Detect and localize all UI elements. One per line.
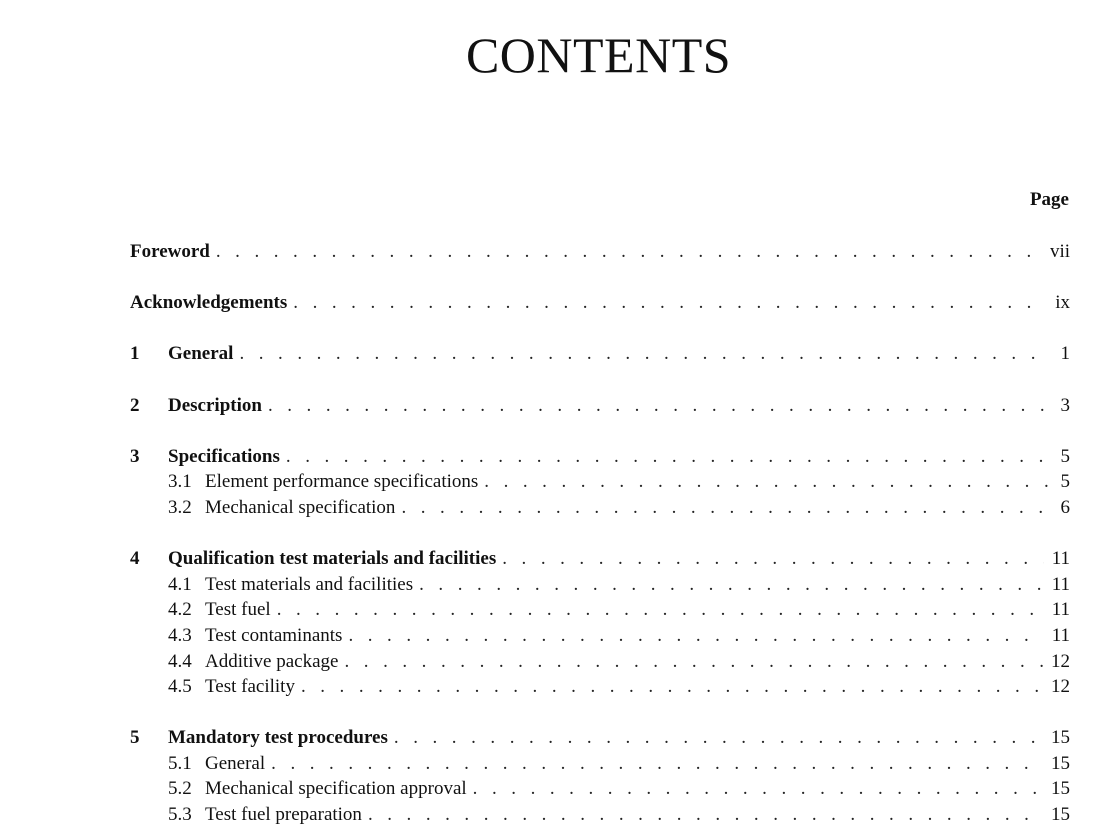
- toc-entry-number: 4.5: [168, 676, 192, 698]
- dot-leader: [394, 725, 1043, 751]
- toc-entry-page: 5: [1060, 471, 1070, 493]
- toc-entry-number: 5.2: [168, 778, 192, 800]
- toc-entry-number: 2: [130, 394, 140, 416]
- toc-entry-label: Acknowledgements: [130, 292, 288, 314]
- toc-entry-page: 11: [1051, 599, 1070, 621]
- toc-entry[interactable]: [130, 393, 1070, 419]
- dot-leader: [473, 776, 1043, 802]
- dot-leader: [301, 674, 1043, 700]
- toc-entry[interactable]: [130, 239, 1070, 265]
- dot-leader: [293, 290, 1047, 316]
- toc-subentry[interactable]: [130, 495, 1070, 521]
- toc-entry-label: Qualification test materials and facilities: [168, 548, 497, 570]
- toc-entry-page: 11: [1051, 624, 1070, 646]
- toc-entry-page: 15: [1051, 804, 1070, 826]
- toc-entry[interactable]: [130, 546, 1070, 572]
- toc-entry-number: 4.4: [168, 650, 192, 672]
- toc-entry-number: 5.1: [168, 752, 192, 774]
- toc-subentry[interactable]: [130, 572, 1070, 598]
- toc-subentry[interactable]: [130, 776, 1070, 802]
- toc-entry-page: 12: [1051, 650, 1070, 672]
- toc-subentry[interactable]: [130, 597, 1070, 623]
- dot-leader: [419, 572, 1044, 598]
- toc-entry-label: Mandatory test procedures: [168, 727, 388, 749]
- toc-entry-label: Test contaminants: [205, 624, 343, 646]
- toc-entry-page: 15: [1051, 778, 1070, 800]
- toc-entry-number: 4.1: [168, 573, 192, 595]
- toc-entry[interactable]: [130, 444, 1070, 470]
- dot-leader: [502, 546, 1043, 572]
- toc-entry-label: Mechanical specification: [205, 496, 396, 518]
- page-column-header: Page: [1029, 189, 1069, 210]
- toc-entry-number: 3: [130, 445, 140, 467]
- toc-entry-number: 4.2: [168, 599, 192, 621]
- toc-entry-label: Element performance specifications: [205, 471, 479, 493]
- toc-entry-number: 3.2: [168, 496, 192, 518]
- toc-entry-label: Mechanical specification approval: [205, 778, 467, 800]
- toc-entry-number: 4.3: [168, 624, 192, 646]
- dot-leader: [268, 393, 1048, 419]
- toc-entry-number: 5: [130, 727, 140, 749]
- dot-leader: [348, 623, 1043, 649]
- dot-leader: [286, 444, 1048, 470]
- toc-entry-label: Foreword: [130, 241, 210, 262]
- toc-entry-page: 15: [1051, 727, 1070, 749]
- dot-leader: [484, 469, 1048, 495]
- page-title: CONTENTS: [465, 27, 732, 83]
- toc-entry-number: 1: [130, 343, 140, 365]
- toc-entry-page: 12: [1051, 676, 1070, 698]
- dot-leader: [216, 239, 1042, 265]
- dot-leader: [271, 751, 1043, 777]
- dot-leader: [277, 597, 1044, 623]
- dot-leader: [401, 495, 1048, 521]
- toc-entry-page: 6: [1060, 496, 1070, 518]
- toc-subentry[interactable]: [130, 649, 1070, 675]
- toc-entry-page: vii: [1049, 241, 1070, 262]
- toc-entry[interactable]: [130, 725, 1070, 751]
- toc-entry[interactable]: [130, 341, 1070, 367]
- toc-entry-number: 5.3: [168, 804, 192, 826]
- toc-entry-page: 1: [1060, 343, 1070, 365]
- toc-entry-number: 3.1: [168, 471, 192, 493]
- toc-entry-label: Test facility: [205, 676, 295, 698]
- toc-entry-page: ix: [1055, 292, 1070, 314]
- toc-entry-label: Additive package: [205, 650, 339, 672]
- toc-subentry[interactable]: [130, 802, 1070, 826]
- table-of-contents: [130, 239, 1070, 826]
- toc-entry-label: Test fuel: [205, 599, 271, 621]
- toc-subentry[interactable]: [130, 674, 1070, 700]
- dot-leader: [239, 341, 1048, 367]
- toc-entry-page: 3: [1060, 394, 1070, 416]
- toc-entry-label: General: [205, 752, 266, 774]
- toc-entry-page: 11: [1051, 548, 1070, 570]
- toc-entry-label: Test materials and facilities: [205, 573, 414, 595]
- toc-entry-page: 11: [1051, 573, 1070, 595]
- toc-subentry[interactable]: [130, 623, 1070, 649]
- toc-entry-label: General: [168, 343, 234, 365]
- toc-entry-label: Test fuel preparation: [205, 804, 362, 826]
- toc-subentry[interactable]: [130, 751, 1070, 777]
- toc-entry[interactable]: [130, 290, 1070, 316]
- dot-leader: [368, 802, 1043, 826]
- toc-entry-label: Specifications: [168, 445, 280, 467]
- toc-subentry[interactable]: [130, 469, 1070, 495]
- dot-leader: [344, 649, 1043, 675]
- toc-entry-label: Description: [168, 394, 262, 416]
- toc-entry-page: 15: [1051, 752, 1070, 774]
- toc-entry-page: 5: [1060, 445, 1070, 467]
- toc-entry-number: 4: [130, 548, 140, 570]
